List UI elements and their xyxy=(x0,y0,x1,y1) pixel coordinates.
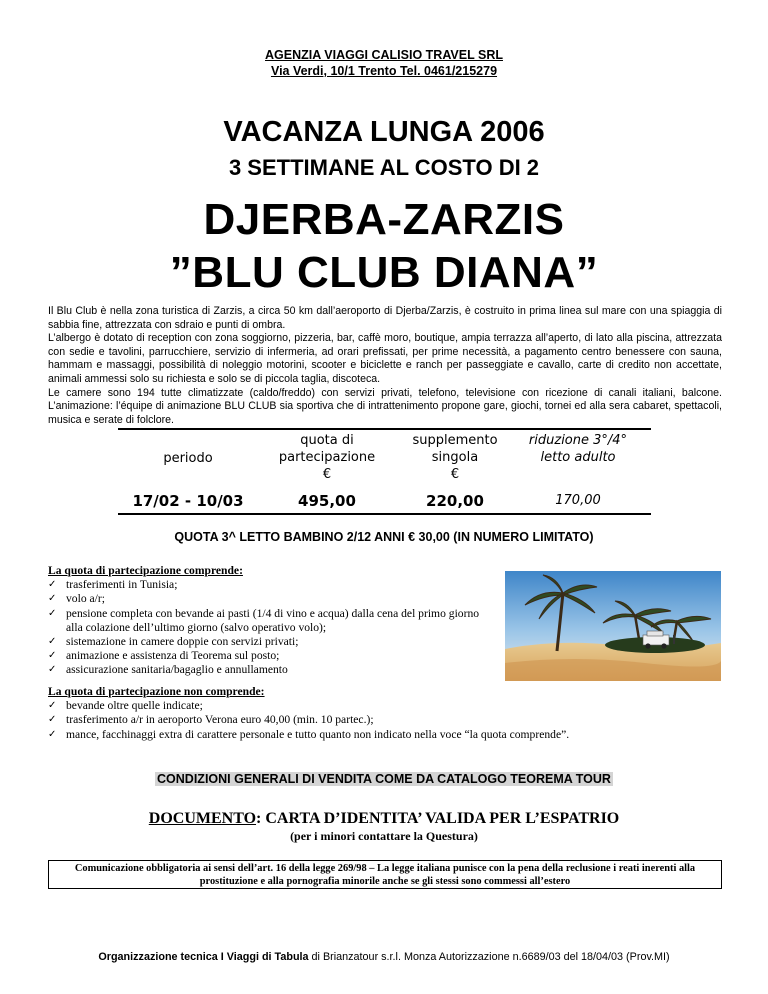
description-paragraph: Il Blu Club è nella zona turistica di Zarzis, a circa 50 km dall’aeroporto di Djerba/Zarzis, è costruito in prima linea sul mare con una spiaggia di sabbia fine, attrezzata con sdraio e punti di ombra. xyxy=(48,305,722,331)
excludes-list xyxy=(48,685,728,742)
header-single-currency: € xyxy=(450,467,460,482)
header-quota-line: partecipazione xyxy=(278,450,376,465)
header-quota xyxy=(263,432,391,483)
header-quota-currency: € xyxy=(322,467,332,482)
row-reduction: 170,00 xyxy=(555,493,601,508)
header-quota-line: quota di xyxy=(300,433,354,448)
list-item: ✓ bevande oltre quelle indicate; xyxy=(48,699,728,713)
table-bottom-rule xyxy=(118,513,651,515)
description-paragraph: L’albergo è dotato di reception con zona soggiorno, pizzeria, bar, caffè moro, boutique, ampia terrazza all’aperto, di lato alla piscina, attrezzata con sedie e tavolini, parrucchiere, servizio di infermeria, ad orari prefissati, per prime necessità, a pagamento centro benessere con sauna, hammam e massaggi, possibilità di noleggio motorini, scooter e biciclette e ranch per passeggiate e cavallo, carte di credito non accettate, animali ammessi solo su richiesta e solo se di piccola taglia, discoteca. xyxy=(48,332,722,385)
document-value: : CARTA D’IDENTITA’ VALIDA PER L’ESPATRIO xyxy=(256,810,620,827)
footer-organizer: Organizzazione tecnica I Viaggi di Tabula xyxy=(98,951,309,963)
agency-header xyxy=(0,47,768,79)
row-quota: 495,00 xyxy=(298,492,356,510)
document-requirement xyxy=(0,810,768,828)
header-reduction xyxy=(508,432,648,466)
document-label: DOCUMENTO xyxy=(148,810,257,827)
includes-title: La quota di partecipazione comprende: xyxy=(48,564,243,577)
resort-title: ”BLU CLUB DIANA” xyxy=(169,248,599,297)
desert-photo xyxy=(505,571,721,681)
list-item: ✓ sistemazione in camere doppie con servizi privati; xyxy=(48,635,498,649)
list-item: ✓ trasferimenti in Tunisia; xyxy=(48,578,498,592)
excludes-title: La quota di partecipazione non comprende: xyxy=(48,685,265,698)
header-reduction-line: letto adulto xyxy=(540,450,616,465)
header-single xyxy=(400,432,510,483)
list-item: ✓ pensione completa con bevande ai pasti (1/4 di vino e acqua) dalla cena del primo giorno alla colazione dell’ultimo giorno (salvo operativo volo); xyxy=(48,607,498,635)
sale-conditions-text: CONDIZIONI GENERALI DI VENDITA COME DA CATALOGO TEOREMA TOUR xyxy=(157,772,611,786)
sale-conditions xyxy=(0,770,768,788)
header-single-line: supplemento xyxy=(412,433,498,448)
row-period: 17/02 - 10/03 xyxy=(132,492,244,510)
destination-title: DJERBA-ZARZIS xyxy=(203,195,565,244)
offer-subtitle: 3 SETTIMANE AL COSTO DI 2 xyxy=(228,155,540,180)
agency-address: Via Verdi, 10/1 Trento Tel. 0461/215279 xyxy=(270,64,498,78)
legal-notice: Comunicazione obbligatoria ai sensi dell’art. 16 della legge 269/98 – La legge italiana punisce con la pena della reclusione i reati inerenti alla prostituzione e alla pornografia minorile anche se gli stessi sono commessi all’estero xyxy=(48,860,722,889)
list-item: ✓ assicurazione sanitaria/bagaglio e annullamento xyxy=(48,663,498,677)
header-single-line: singola xyxy=(431,450,479,465)
row-single: 220,00 xyxy=(426,492,484,510)
list-item: ✓ mance, facchinaggi extra di carattere personale e tutto quanto non indicato nella voce “la quota comprende”. xyxy=(48,728,728,742)
child-quota: QUOTA 3^ LETTO BAMBINO 2/12 ANNI € 30,00 (IN NUMERO LIMITATO) xyxy=(174,530,594,544)
header-period: periodo xyxy=(163,451,213,466)
list-item: ✓ trasferimento a/r in aeroporto Verona euro 40,00 (min. 10 partec.); xyxy=(48,713,728,727)
table-top-rule xyxy=(118,428,651,430)
offer-title: VACANZA LUNGA 2006 xyxy=(223,116,545,148)
footer xyxy=(0,951,768,963)
header-reduction-line: riduzione 3°/4° xyxy=(528,433,628,448)
minors-note: (per i minori contattare la Questura) xyxy=(290,829,478,843)
includes-list xyxy=(48,564,498,678)
list-item: ✓ animazione e assistenza di Teorema sul posto; xyxy=(48,649,498,663)
agency-name: AGENZIA VIAGGI CALISIO TRAVEL SRL xyxy=(265,48,503,62)
footer-details: di Brianzatour s.r.l. Monza Autorizzazione n.6689/03 del 18/04/03 (Prov.MI) xyxy=(308,951,670,963)
list-item: ✓ volo a/r; xyxy=(48,592,498,606)
resort-description xyxy=(48,305,722,427)
description-paragraph: Le camere sono 194 tutte climatizzate (caldo/freddo) con servizi privati, telefono, televisione con ricezione di canali italiani, balcone. L’animazione: l’équipe di animazione BLU CLUB sia sportiva che di intrattenimento propone gare, giochi, tornei ed alla sera cabaret, spettacoli, musica e serate di folclore. xyxy=(48,386,722,426)
